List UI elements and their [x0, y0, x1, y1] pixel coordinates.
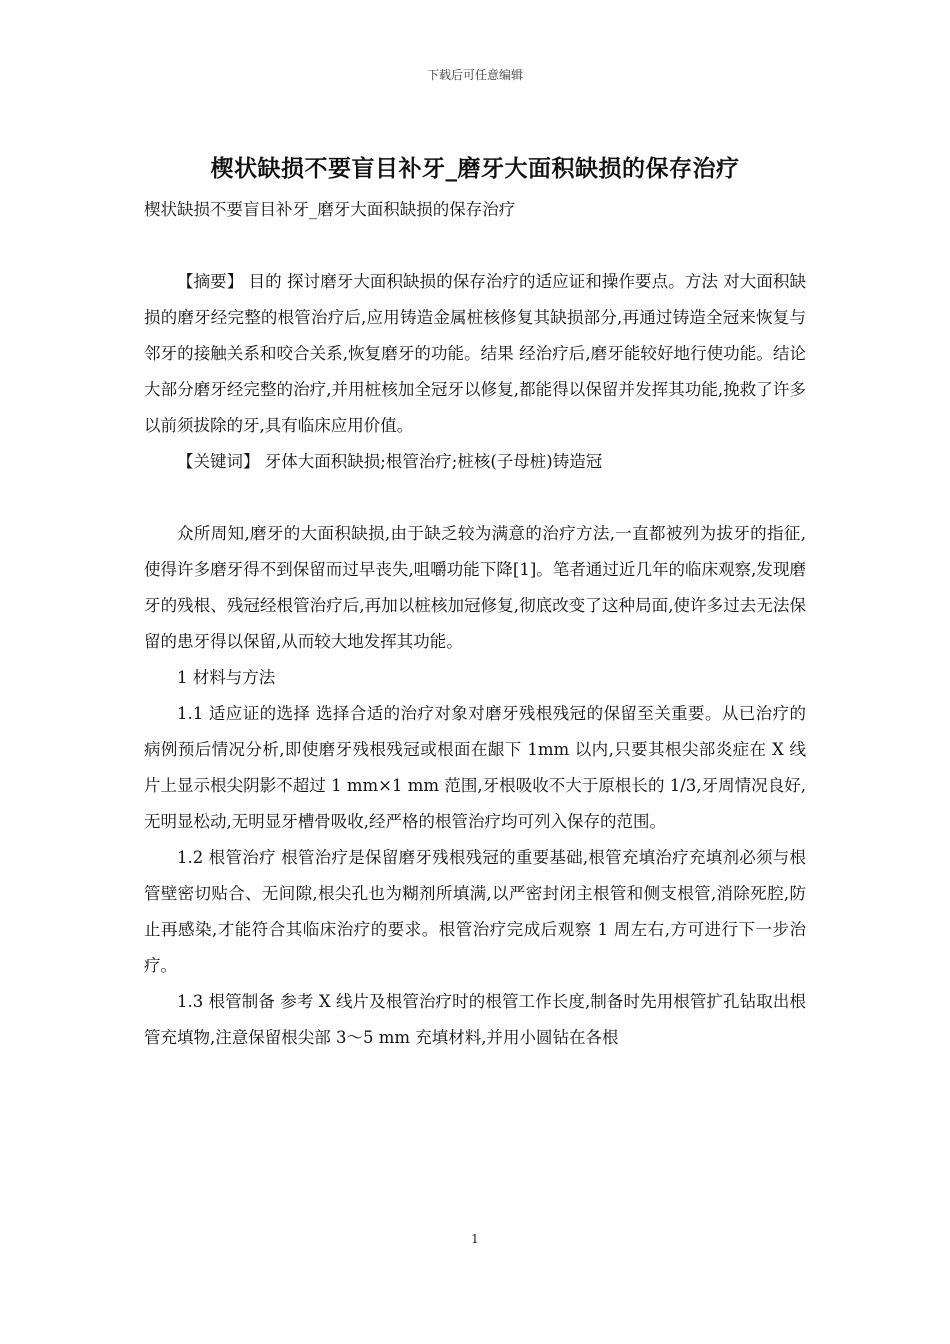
- body-paragraph: 1.2 根管治疗 根管治疗是保留磨牙残根残冠的重要基础,根管充填治疗充填剂必须与根管壁密切贴合、无间隙,根尖孔也为糊剂所填满,以严密封闭主根管和侧支根管,消除死腔,防止再感染,才能符合其临床治疗的要求。根管治疗完成后观察 1 周左右,方可进行下一步治疗。: [144, 848, 806, 975]
- body-paragraph: 众所周知,磨牙的大面积缺损,由于缺乏较为满意的治疗方法,一直都被列为拔牙的指征,使得许多磨牙得不到保留而过早丧失,咀嚼功能下降[1]。笔者通过近几年的临床观察,发现磨牙的残根、残冠经根管治疗后,再加以桩核加冠修复,彻底改变了这种局面,使许多过去无法保留的患牙得以保留,从而较大地发挥其功能。: [144, 524, 806, 651]
- document-subtitle: 楔状缺损不要盲目补牙_磨牙大面积缺损的保存治疗: [144, 200, 516, 219]
- header-note: 下载后可任意编辑: [426, 68, 523, 82]
- keywords-paragraph: 【关键词】 牙体大面积缺损;根管治疗;桩核(子母桩)铸造冠: [177, 452, 603, 471]
- page-number: 1: [471, 1232, 479, 1246]
- section-heading: 1 材料与方法: [177, 668, 276, 687]
- abstract-paragraph: 【摘要】 目的 探讨磨牙大面积缺损的保存治疗的适应证和操作要点。方法 对大面积缺损的磨牙经完整的根管治疗后,应用铸造金属桩核修复其缺损部分,再通过铸造全冠来恢复与邻牙的接触关系和咬合关系,恢复磨牙的功能。结果 经治疗后,磨牙能较好地行使功能。结论 大部分磨牙经完整的治疗,并用桩核加全冠牙以修复,都能得以保留并发挥其功能,挽救了许多以前须拔除的牙,具有临床应用价值。: [144, 272, 806, 435]
- document-title: 楔状缺损不要盲目补牙_磨牙大面积缺损的保存治疗: [210, 156, 740, 182]
- document-body: [144, 192, 806, 1056]
- body-paragraph: 1.3 根管制备 参考 X 线片及根管治疗时的根管工作长度,制备时先用根管扩孔钻取出根管充填物,注意保留根尖部 3～5 mm 充填材料,并用小圆钻在各根: [144, 992, 806, 1047]
- body-paragraph: 1.1 适应证的选择 选择合适的治疗对象对磨牙残根残冠的保留至关重要。从已治疗的病例预后情况分析,即使磨牙残根残冠或根面在龈下 1mm 以内,只要其根尖部炎症在 X 线片上显示根尖阴影不超过 1 mm×1 mm 范围,牙根吸收不大于原根长的 1/3,牙周情况良好,无明显松动,无明显牙槽骨吸收,经严格的根管治疗均可列入保存的范围。: [144, 704, 806, 831]
